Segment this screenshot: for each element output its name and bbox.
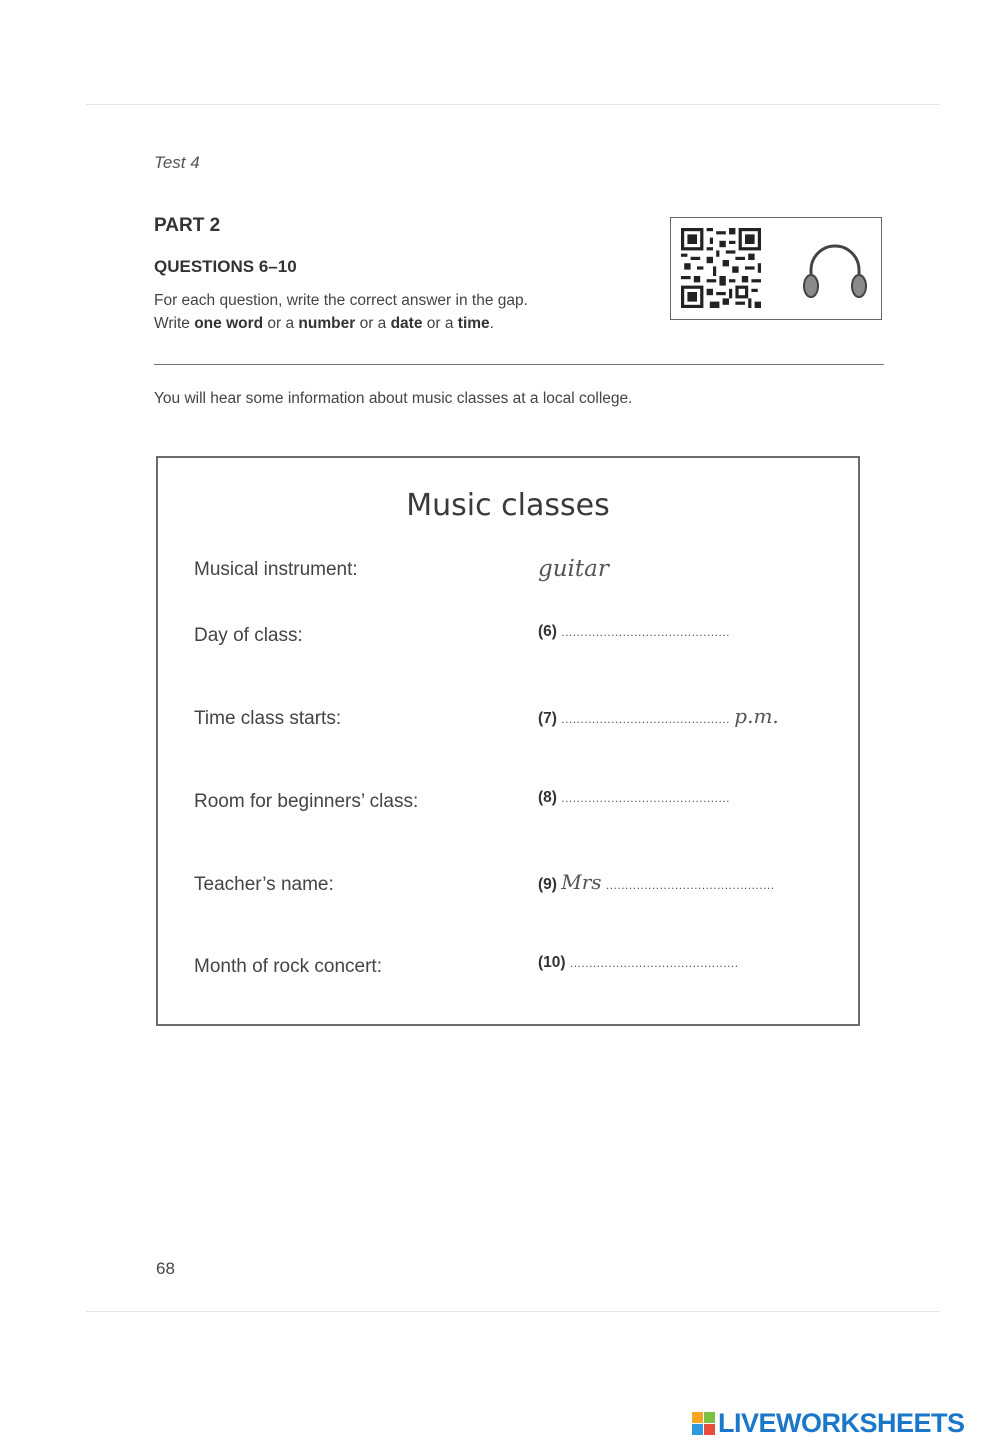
row-label-time: Time class starts: — [194, 708, 342, 729]
music-classes-form — [156, 456, 860, 1026]
gap-7[interactable]: (7) ............................................ p.m. — [538, 704, 779, 728]
form-title: Music classes — [406, 488, 610, 523]
logo-squares-icon — [692, 1412, 715, 1435]
part-title: PART 2 — [154, 215, 221, 236]
handwritten-answer: guitar — [538, 556, 609, 582]
logo-square-v — [692, 1424, 703, 1435]
audio-box — [670, 217, 882, 320]
brand-name: LIVEWORKSHEETS — [718, 1408, 965, 1438]
logo-square-i — [704, 1412, 715, 1423]
row-answer-instrument — [538, 556, 609, 582]
gap-9[interactable]: (9) Mrs ............................................ — [538, 870, 775, 894]
section-divider — [154, 364, 884, 365]
row-label-concert: Month of rock concert: — [194, 956, 382, 977]
test-label: Test 4 — [154, 153, 200, 172]
mrs-prefix: Mrs — [561, 870, 602, 894]
instruction-line-1: For each question, write the correct answer in the gap. — [154, 292, 528, 309]
top-page-rule — [86, 104, 940, 105]
headphones-icon — [797, 236, 873, 302]
qr-code-icon[interactable] — [681, 228, 761, 308]
gap-8[interactable]: (8) ............................................ — [538, 789, 730, 806]
questions-heading: QUESTIONS 6–10 — [154, 257, 297, 276]
gap-6[interactable]: (6) ............................................ — [538, 623, 730, 640]
row-label-teacher: Teacher’s name: — [194, 874, 334, 895]
page-number: 68 — [156, 1259, 175, 1278]
logo-square-e — [704, 1424, 715, 1435]
intro-text: You will hear some information about music classes at a local college. — [154, 390, 633, 407]
liveworksheets-logo — [692, 1408, 965, 1439]
logo-square-l — [692, 1412, 703, 1423]
bottom-page-rule — [86, 1311, 940, 1312]
row-label-day: Day of class: — [194, 625, 303, 646]
pm-suffix: p.m. — [734, 704, 779, 728]
gap-10[interactable]: (10) ............................................ — [538, 954, 739, 971]
row-label-room: Room for beginners’ class: — [194, 791, 419, 812]
row-label-instrument: Musical instrument: — [194, 559, 358, 580]
instruction-line-2: Write one word or a number or a date or a time. — [154, 315, 494, 332]
